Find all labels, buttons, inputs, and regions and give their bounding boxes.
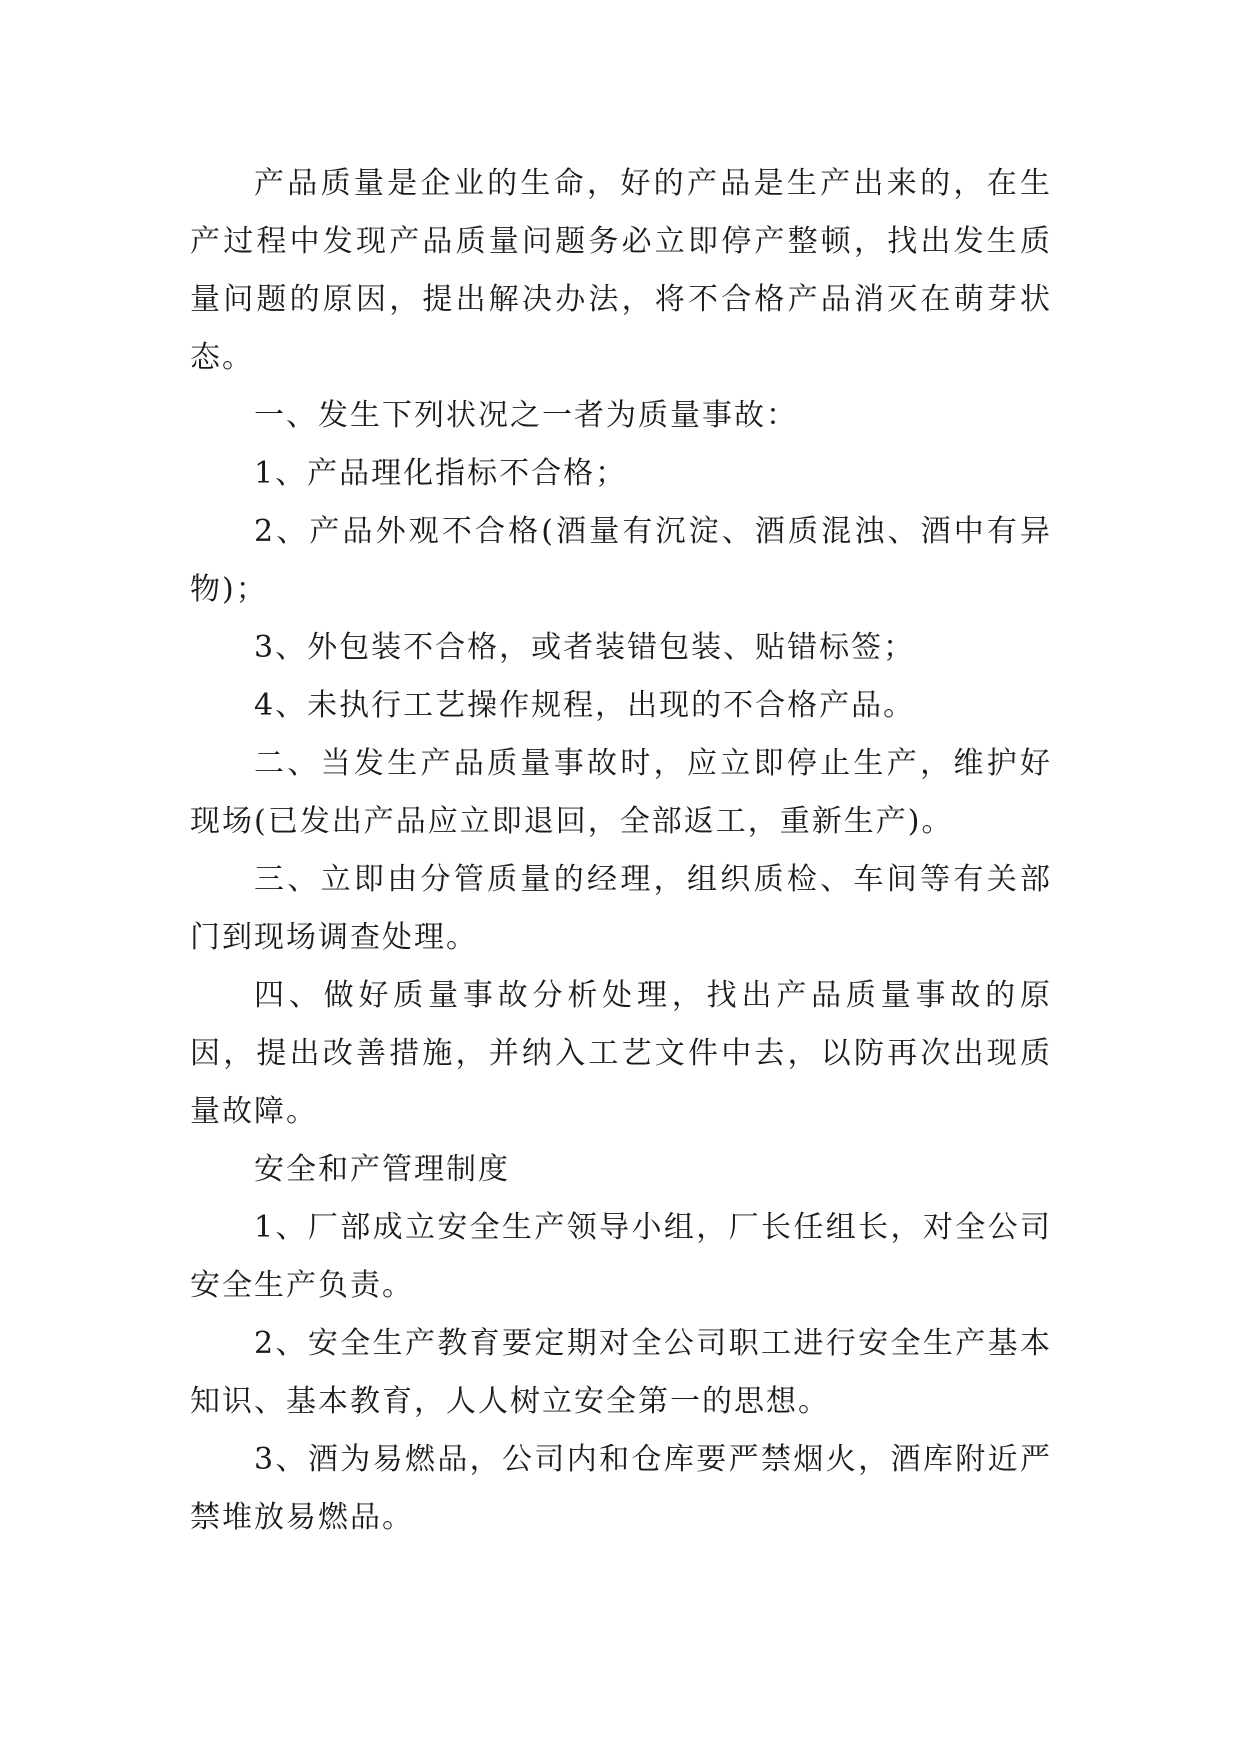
list-item: 3、外包装不合格，或者装错包装、贴错标签； <box>254 630 916 665</box>
list-item: 2、产品外观不合格(酒量有沉淀、酒质混浊、酒中有异物)； <box>190 514 1052 607</box>
safety-heading: 安全和产管理制度 <box>254 1152 510 1187</box>
section-heading-1: 一、发生下列状况之一者为质量事故： <box>254 398 798 433</box>
section-paragraph-4: 四、做好质量事故分析处理，找出产品质量事故的原因，提出改善措施，并纳入工艺文件中去，以防再次出现质量故障。 <box>190 978 1052 1129</box>
section-paragraph-2: 二、当发生产品质量事故时，应立即停止生产，维护好现场(已发出产品应立即退回，全部返工，重新生产)。 <box>190 746 1052 839</box>
section-paragraph-3: 三、立即由分管质量的经理，组织质检、车间等有关部门到现场调查处理。 <box>190 862 1052 955</box>
list-item: 1、厂部成立安全生产领导小组，厂长任组长，对全公司安全生产负责。 <box>190 1210 1052 1303</box>
list-item: 4、未执行工艺操作规程，出现的不合格产品。 <box>254 688 916 723</box>
intro-paragraph: 产品质量是企业的生命，好的产品是生产出来的，在生产过程中发现产品质量问题务必立即停产整顿，找出发生质量问题的原因，提出解决办法，将不合格产品消灭在萌芽状态。 <box>190 166 1052 375</box>
list-item: 2、安全生产教育要定期对全公司职工进行安全生产基本知识、基本教育，人人树立安全第一的思想。 <box>190 1326 1052 1419</box>
document-body <box>190 155 1052 1547</box>
list-item: 3、酒为易燃品，公司内和仓库要严禁烟火，酒库附近严禁堆放易燃品。 <box>190 1442 1052 1535</box>
list-item: 1、产品理化指标不合格； <box>254 456 628 491</box>
